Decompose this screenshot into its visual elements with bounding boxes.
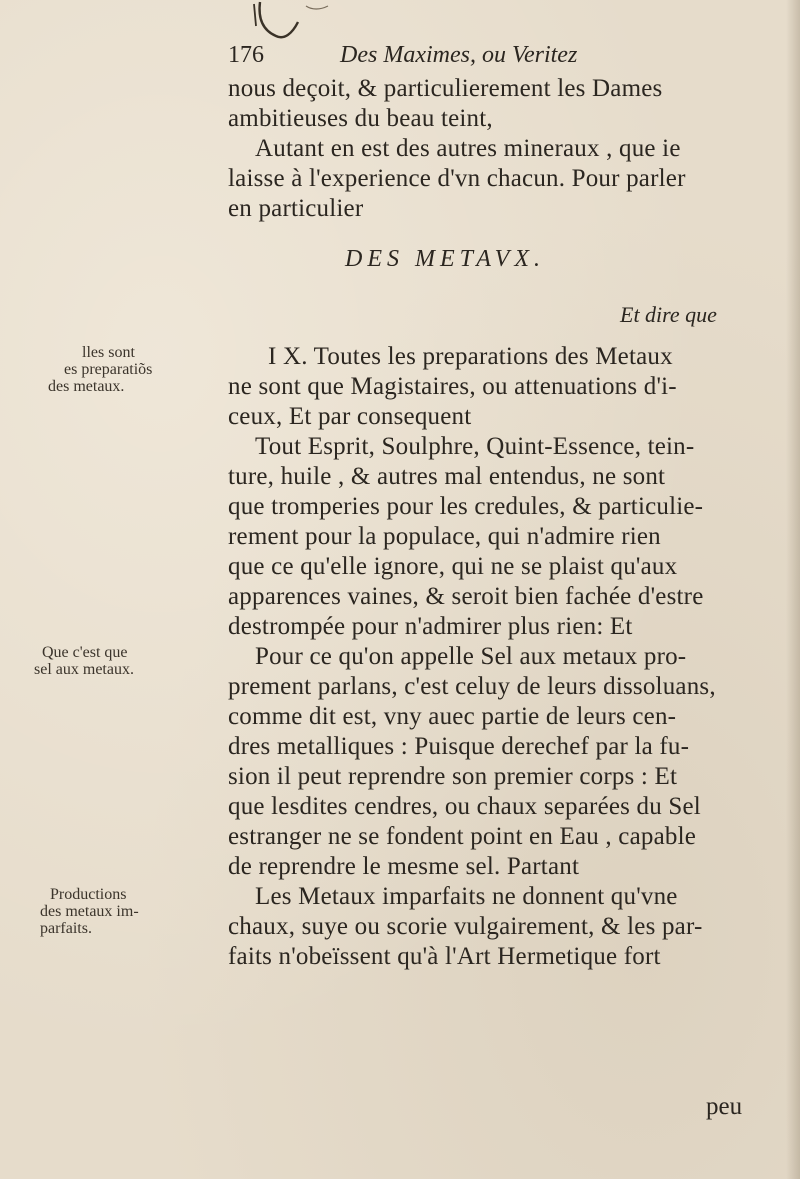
text-line: Autant en est des autres mineraux , que ie	[255, 135, 681, 162]
text-line: rement pour la populace, qui n'admire rien	[228, 523, 661, 550]
margin-note-line: Productions	[50, 886, 127, 903]
text-line: Tout Esprit, Soulphre, Quint-Essence, tein-	[255, 433, 695, 460]
margin-note-productions	[40, 886, 139, 937]
text-line: en particulier	[228, 195, 364, 222]
text-line: laisse à l'experience d'vn chacun. Pour parler	[228, 165, 686, 192]
text-line: ambitieuses du beau teint,	[228, 105, 493, 132]
margin-note-line: lles sont	[82, 344, 135, 361]
text-line: estranger ne se fondent point en Eau , capable	[228, 823, 697, 850]
text-line: faits n'obeïssent qu'à l'Art Hermetique fort	[228, 943, 661, 970]
margin-note-line: des metaux.	[48, 378, 125, 395]
text-line: Les Metaux imparfaits ne donnent qu'vne	[255, 883, 678, 910]
margin-note-line: parfaits.	[40, 920, 92, 937]
text-line: prement parlans, c'est celuy de leurs dissoluans,	[228, 673, 716, 700]
text-line: nous deçoit, & particulierement les Dames	[228, 75, 663, 102]
text-line: que lesdites cendres, ou chaux separées du Sel	[228, 793, 701, 820]
catchword: peu	[706, 1093, 743, 1120]
running-title: Des Maximes, ou Veritez	[340, 42, 578, 68]
margin-note-line: des metaux im-	[40, 903, 139, 920]
text-line: ceux, Et par consequent	[228, 403, 472, 430]
text-line: comme dit est, vny auec partie de leurs cen-	[228, 703, 677, 730]
ink-mark-decoration	[248, 0, 338, 48]
margin-note-line: sel aux metaux.	[34, 661, 134, 678]
text-line: que tromperies pour les credules, & particulie-	[228, 493, 704, 520]
section-heading: DES METAVX.	[345, 246, 545, 272]
text-line: I X. Toutes les preparations des Metaux	[268, 343, 673, 370]
margin-note-line: Que c'est que	[42, 644, 128, 661]
text-line: de reprendre le mesme sel. Partant	[228, 853, 580, 880]
catchline: Et dire que	[620, 302, 717, 327]
running-header	[228, 42, 768, 72]
text-line: chaux, suye ou scorie vulgairement, & les par-	[228, 913, 703, 940]
text-line: destrompée pour n'admirer plus rien: Et	[228, 613, 633, 640]
text-line: sion il peut reprendre son premier corps : Et	[228, 763, 678, 790]
text-line: ne sont que Magistaires, ou attenuations d'i-	[228, 373, 677, 400]
margin-note-preparations	[46, 344, 152, 395]
margin-note-line: es preparatiõs	[64, 361, 153, 378]
margin-note-sel	[34, 644, 134, 678]
text-line: que ce qu'elle ignore, qui ne se plaist qu'aux	[228, 553, 678, 580]
text-line: apparences vaines, & seroit bien fachée d'estre	[228, 583, 704, 610]
text-line: ture, huile , & autres mal entendus, ne sont	[228, 463, 666, 490]
page-number: 176	[228, 42, 264, 68]
page-edge-shadow	[786, 0, 800, 1179]
text-line: Pour ce qu'on appelle Sel aux metaux pro-	[255, 643, 687, 670]
text-line: dres metalliques : Puisque derechef par la fu-	[228, 733, 690, 760]
